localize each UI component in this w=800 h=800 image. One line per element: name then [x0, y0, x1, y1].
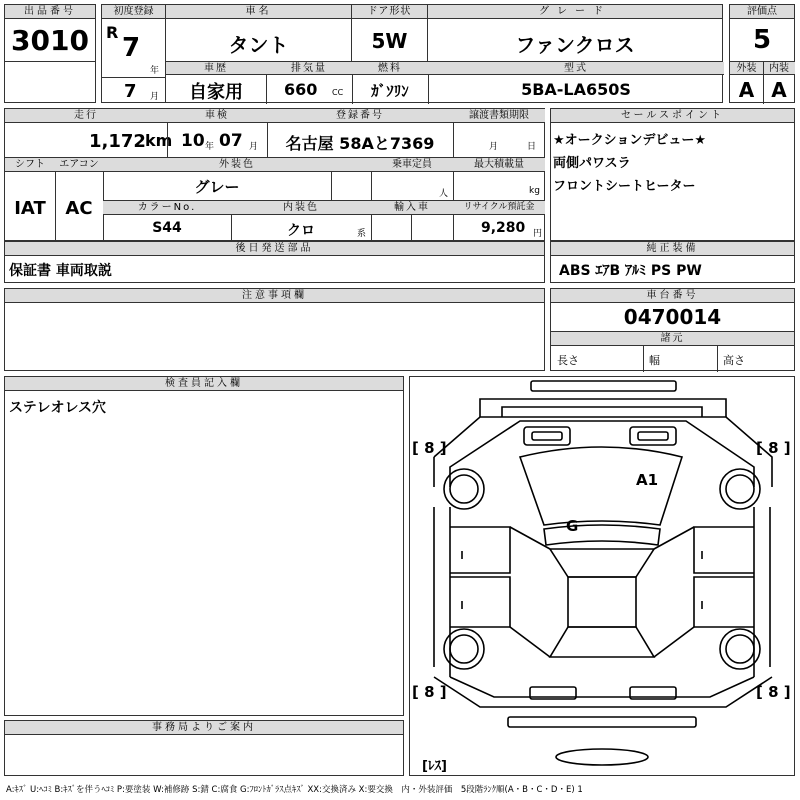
sales-point-3: フロントシートヒーター	[553, 179, 696, 194]
car-name-label: 車名	[166, 5, 351, 19]
ext-color-label: 外装色	[103, 158, 371, 172]
capacity-unit: 人	[439, 189, 449, 199]
first-reg-box	[101, 4, 166, 103]
mileage-unit: km	[145, 131, 173, 150]
equipment-label: 純正装備	[551, 242, 794, 256]
later-parts-label: 後日発送部品	[5, 242, 544, 256]
ext-color-value: グレー	[194, 178, 240, 196]
tire-rear-right-depth: [ 8 ]	[756, 683, 791, 701]
tire-rear-left-depth: [ 8 ]	[412, 683, 447, 701]
recycle-label: リサイクル預託金	[453, 201, 545, 215]
mileage-value: 1,172	[89, 131, 146, 152]
lot-blank-box	[4, 61, 96, 103]
interior-label: 内装	[763, 62, 795, 75]
dimensions-label: 諸元	[551, 331, 794, 346]
history-value: 自家用	[189, 82, 243, 103]
car-diagram	[409, 376, 795, 776]
car-name-box	[165, 4, 352, 62]
transfer-doc-month-unit: 月	[489, 142, 499, 152]
fuel-value: ｶﾞｿﾘﾝ	[371, 82, 409, 100]
equipment-value: ABS ｴｱB ｱﾙﾐ PS PW	[559, 263, 702, 279]
registration-label: 登録番号	[267, 109, 453, 123]
history-row	[165, 61, 723, 103]
notes-box	[4, 288, 545, 371]
sales-point-1: ★オークションデビュー★	[553, 133, 707, 148]
damage-mark-g: G	[566, 517, 579, 535]
later-parts-box	[4, 241, 545, 283]
first-reg-year-unit: 年	[150, 66, 160, 76]
equipment-box	[550, 241, 795, 283]
inspection-label: 車検	[167, 109, 267, 123]
dim-length-label: 長さ	[557, 354, 579, 367]
inspector-value: ステレオレス穴	[9, 400, 107, 416]
registration-value: 名古屋 58Aと7369	[285, 134, 435, 153]
exterior-label: 外装	[730, 62, 763, 75]
color-no-label: カラーNo.	[103, 201, 231, 215]
inspection-month: 07	[219, 131, 243, 151]
aircon-value: AC	[65, 198, 93, 219]
lot-value: 3010	[11, 24, 89, 57]
inspection-year: 10	[181, 131, 205, 151]
grade-box	[427, 4, 723, 62]
first-reg-label: 初度登録	[102, 5, 165, 19]
car-outline-svg	[410, 377, 794, 775]
dim-width-label: 幅	[649, 354, 660, 367]
later-parts-value: 保証書 車両取説	[9, 263, 112, 279]
door-label: ドア形状	[352, 5, 427, 19]
max-load-unit: kg	[529, 186, 540, 196]
displacement-label: 排気量	[266, 62, 352, 75]
history-label: 車歴	[166, 62, 266, 75]
score-label: 評価点	[730, 5, 794, 19]
inspector-label: 検査員記入欄	[5, 377, 403, 391]
chassis-label: 車台番号	[551, 289, 794, 303]
first-reg-month-unit: 月	[150, 92, 160, 102]
model-value: 5BA-LA650S	[521, 80, 631, 99]
grade-label: グレード	[428, 5, 722, 19]
transfer-doc-day-unit: 日	[527, 142, 537, 152]
lot-label: 出品番号	[5, 5, 95, 19]
sales-points-label: セールスポイント	[551, 109, 794, 123]
grade-value: ファンクロス	[515, 33, 635, 57]
mileage-label: 走行	[5, 109, 167, 123]
shift-label: シフト	[5, 158, 55, 172]
transfer-doc-label: 譲渡書類期限	[453, 109, 545, 123]
first-reg-year: 7	[122, 33, 141, 63]
int-color-unit: 系	[357, 229, 367, 239]
import-label: 輸入車	[371, 201, 453, 215]
model-label: 型式	[428, 62, 724, 75]
door-box	[351, 4, 428, 62]
recycle-unit: 円	[533, 229, 543, 239]
displacement-unit: CC	[332, 88, 344, 97]
capacity-label: 乗車定員	[371, 158, 453, 172]
interior-value: A	[771, 78, 787, 102]
first-reg-month: 7	[124, 81, 137, 102]
tire-front-right-depth: [ 8 ]	[756, 439, 791, 457]
score-box	[729, 4, 795, 62]
int-color-label: 内装色	[231, 201, 371, 215]
first-reg-era: R	[106, 23, 119, 42]
spec-row	[4, 157, 545, 241]
recycle-value: 9,280	[481, 220, 526, 236]
shift-value: IAT	[14, 198, 46, 219]
damage-code-legend: A:ｷｽﾞ U:ﾍｺﾐ B:ｷｽﾞを伴うﾍｺﾐ P:要塗装 W:補修跡 S:錆 C:腐食 G:ﾌﾛﾝﾄｶﾞﾗｽ点ｷｽﾞ XX:交換済み X:要交換 内・外装評価 5段階ﾗﾝｸ順(A・B・C・D・E) 1	[6, 785, 583, 795]
inspection-month-unit: 月	[249, 142, 259, 152]
chassis-box	[550, 288, 795, 371]
dim-height-label: 高さ	[723, 354, 745, 367]
chassis-value: 0470014	[623, 305, 722, 329]
exterior-value: A	[738, 78, 755, 102]
inspector-box	[4, 376, 404, 716]
color-no-value: S44	[152, 220, 182, 236]
score-value: 5	[752, 25, 772, 55]
fuel-label: 燃料	[352, 62, 428, 75]
notes-label: 注意事項欄	[5, 289, 544, 303]
mileage-row	[4, 108, 545, 158]
office-label: 事務局よりご案内	[5, 721, 403, 735]
damage-mark-a1: A1	[636, 471, 659, 489]
lot-number-box	[4, 4, 96, 62]
tire-front-left-depth: [ 8 ]	[412, 439, 447, 457]
aircon-label: エアコン	[55, 158, 103, 172]
max-load-label: 最大積載量	[453, 158, 545, 172]
car-name-value: タント	[228, 33, 289, 57]
sales-points-box	[550, 108, 795, 241]
int-color-value: クロ	[287, 223, 315, 239]
displacement-value: 660	[284, 80, 318, 99]
office-box	[4, 720, 404, 776]
spare-tire-status: [ﾚｽ]	[422, 759, 447, 774]
sales-point-2: 両側パワスラ	[553, 156, 631, 171]
door-value: 5W	[371, 29, 408, 53]
inspection-year-unit: 年	[205, 142, 215, 152]
ext-int-box	[729, 61, 795, 103]
